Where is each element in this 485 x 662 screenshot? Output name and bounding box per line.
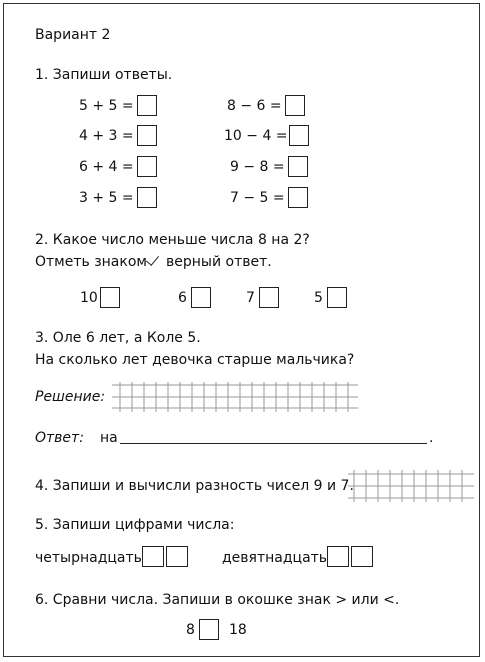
- task1-left-answer-box-2[interactable]: [137, 125, 157, 146]
- task1-left-expr-4: 3 + 5 =: [79, 190, 134, 206]
- task2-option-10-box[interactable]: [100, 287, 120, 308]
- task1-left-expr-3: 6 + 4 =: [79, 159, 134, 175]
- solution-grid[interactable]: [112, 382, 358, 412]
- task1-left-answer-box-4[interactable]: [137, 187, 157, 208]
- task2-instruction-start: Отметь знаком: [35, 254, 147, 270]
- task3-question: На сколько лет девочка старше мальчика?: [35, 352, 355, 368]
- task1-right-answer-box-4[interactable]: [288, 187, 308, 208]
- task1-left-expr-2: 4 + 3 =: [79, 128, 134, 144]
- task2-question: 2. Какое число меньше числа 8 на 2?: [35, 232, 310, 248]
- task5-word1-digit-box-1[interactable]: [142, 546, 164, 567]
- task1-heading: 1. Запиши ответы.: [35, 67, 173, 83]
- task1-left-expr-1: 5 + 5 =: [79, 98, 134, 114]
- task6-left-number: 8: [186, 622, 195, 638]
- task2-option-5-label: 5: [314, 290, 323, 306]
- task6-heading: 6. Сравни числа. Запиши в окошке знак > или <.: [35, 592, 400, 608]
- task2-option-6-box[interactable]: [191, 287, 211, 308]
- task6-right-number: 18: [229, 622, 247, 638]
- task5-word-2: девятнадцать: [222, 550, 328, 566]
- task1-right-answer-box-2[interactable]: [289, 125, 309, 146]
- task1-left-answer-box-3[interactable]: [137, 156, 157, 177]
- task6-sign-box[interactable]: [199, 619, 219, 640]
- variant-title: Вариант 2: [35, 27, 111, 43]
- task5-heading: 5. Запиши цифрами числа:: [35, 517, 235, 533]
- answer-label: Ответ:: [35, 430, 84, 446]
- task4-grid[interactable]: [348, 470, 474, 502]
- answer-line[interactable]: [120, 443, 427, 444]
- task2-option-10-label: 10: [80, 290, 98, 306]
- task2-option-7-box[interactable]: [259, 287, 279, 308]
- task2-option-7-label: 7: [246, 290, 255, 306]
- task1-right-expr-3: 9 − 8 =: [230, 159, 285, 175]
- task1-left-answer-box-1[interactable]: [137, 95, 157, 116]
- answer-period: .: [429, 430, 434, 446]
- task5-word2-digit-box-2[interactable]: [351, 546, 373, 567]
- task1-right-expr-2: 10 − 4 =: [224, 128, 288, 144]
- task5-word2-digit-box-1[interactable]: [327, 546, 349, 567]
- task2-instruction-end: верный ответ.: [166, 254, 272, 270]
- task3-condition: 3. Оле 6 лет, а Коле 5.: [35, 330, 201, 346]
- solution-label: Решение:: [35, 389, 106, 405]
- answer-prefix: на: [100, 430, 118, 446]
- task4-text: 4. Запиши и вычисли разность чисел 9 и 7.: [35, 478, 354, 494]
- task2-option-5-box[interactable]: [327, 287, 347, 308]
- task1-right-answer-box-3[interactable]: [288, 156, 308, 177]
- task5-word-1: четырнадцать: [35, 550, 142, 566]
- task2-option-6-label: 6: [178, 290, 187, 306]
- task1-right-expr-1: 8 − 6 =: [227, 98, 282, 114]
- task5-word1-digit-box-2[interactable]: [166, 546, 188, 567]
- task1-right-expr-4: 7 − 5 =: [230, 190, 285, 206]
- task1-right-answer-box-1[interactable]: [285, 95, 305, 116]
